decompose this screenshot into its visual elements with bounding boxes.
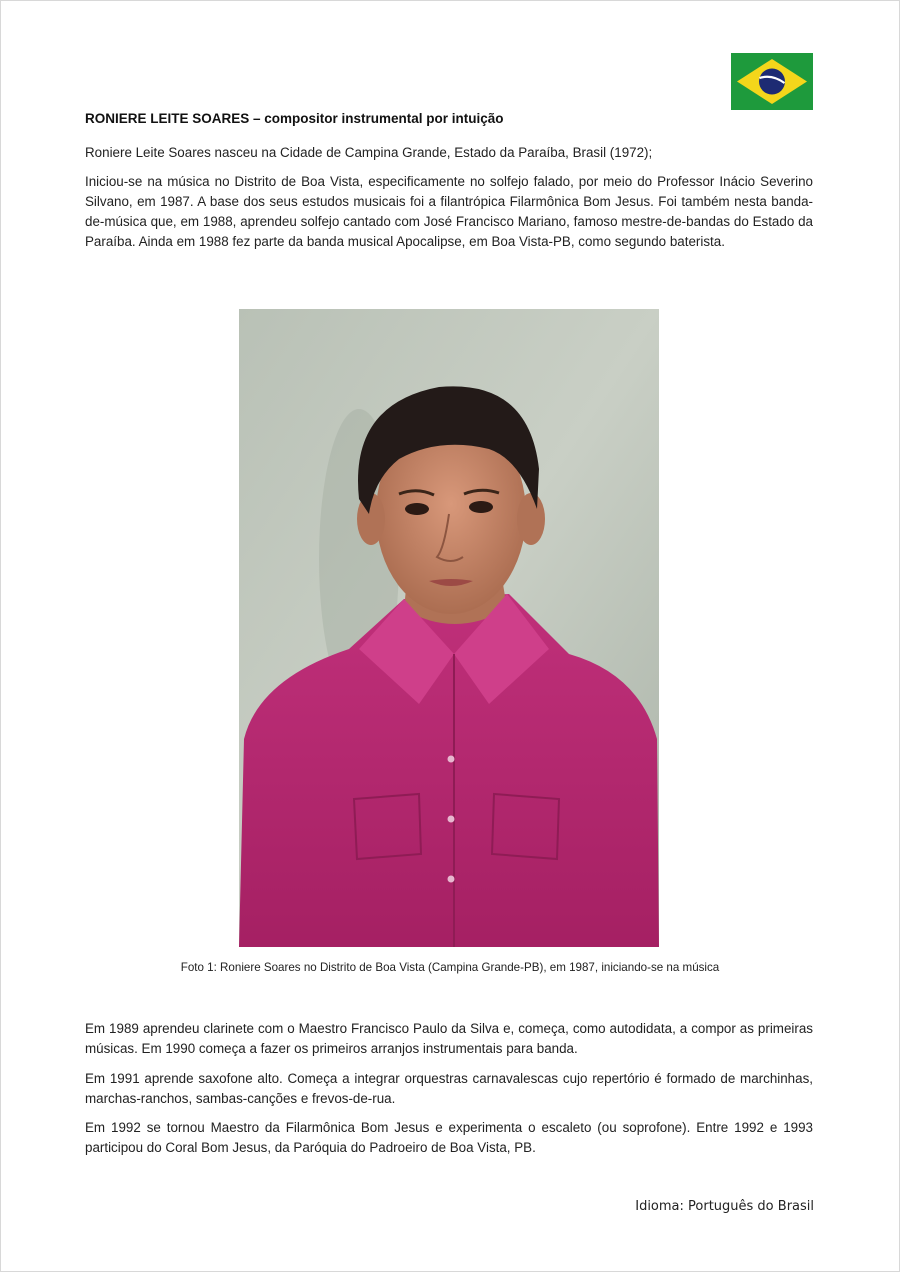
paragraph-1989: Em 1989 aprendeu clarinete com o Maestro Francisco Paulo da Silva e, começa, como autodidata, a compor as primeiras músicas. Em 1990 começa a fazer os primeiros arranjos instrumentais para banda. — [85, 1021, 813, 1056]
document-title: RONIERE LEITE SOARES – compositor instrumental por intuição — [85, 111, 504, 126]
portrait-photo — [239, 309, 659, 947]
paragraph-1991: Em 1991 aprende saxofone alto. Começa a integrar orquestras carnavalescas cujo repertório é formado de marchinhas, marchas-ranchos, sambas-canções e frevos-de-rua. — [85, 1071, 813, 1106]
brazil-flag-icon — [731, 53, 813, 110]
language-note: Idioma: Português do Brasil — [635, 1199, 814, 1214]
paragraph-birth: Roniere Leite Soares nasceu na Cidade de Campina Grande, Estado da Paraíba, Brasil (1972); — [85, 145, 653, 160]
paragraph-music-beginnings: Iniciou-se na música no Distrito de Boa Vista, especificamente no solfejo falado, por meio do Professor Inácio Severino Silvano, em 1987. A base dos seus estudos musicais foi a filantrópica Filarmônica Bom Jesus. Foi também nesta banda-de-música que, em 1988, aprendeu solfejo cantado com José Francisco Mariano, famoso mestre-de-bandas do Estado da Paraíba. Ainda em 1988 fez parte da banda musical Apocalipse, em Boa Vista-PB, como segundo baterista. — [85, 174, 813, 249]
photo-caption: Foto 1: Roniere Soares no Distrito de Boa Vista (Campina Grande-PB), em 1987, iniciando-se na música — [180, 961, 720, 974]
paragraph-1992: Em 1992 se tornou Maestro da Filarmônica Bom Jesus e experimenta o escaleto (ou soprofone). Entre 1992 e 1993 participou do Coral Bom Jesus, da Paróquia do Padroeiro de Boa Vista, PB. — [85, 1120, 813, 1155]
